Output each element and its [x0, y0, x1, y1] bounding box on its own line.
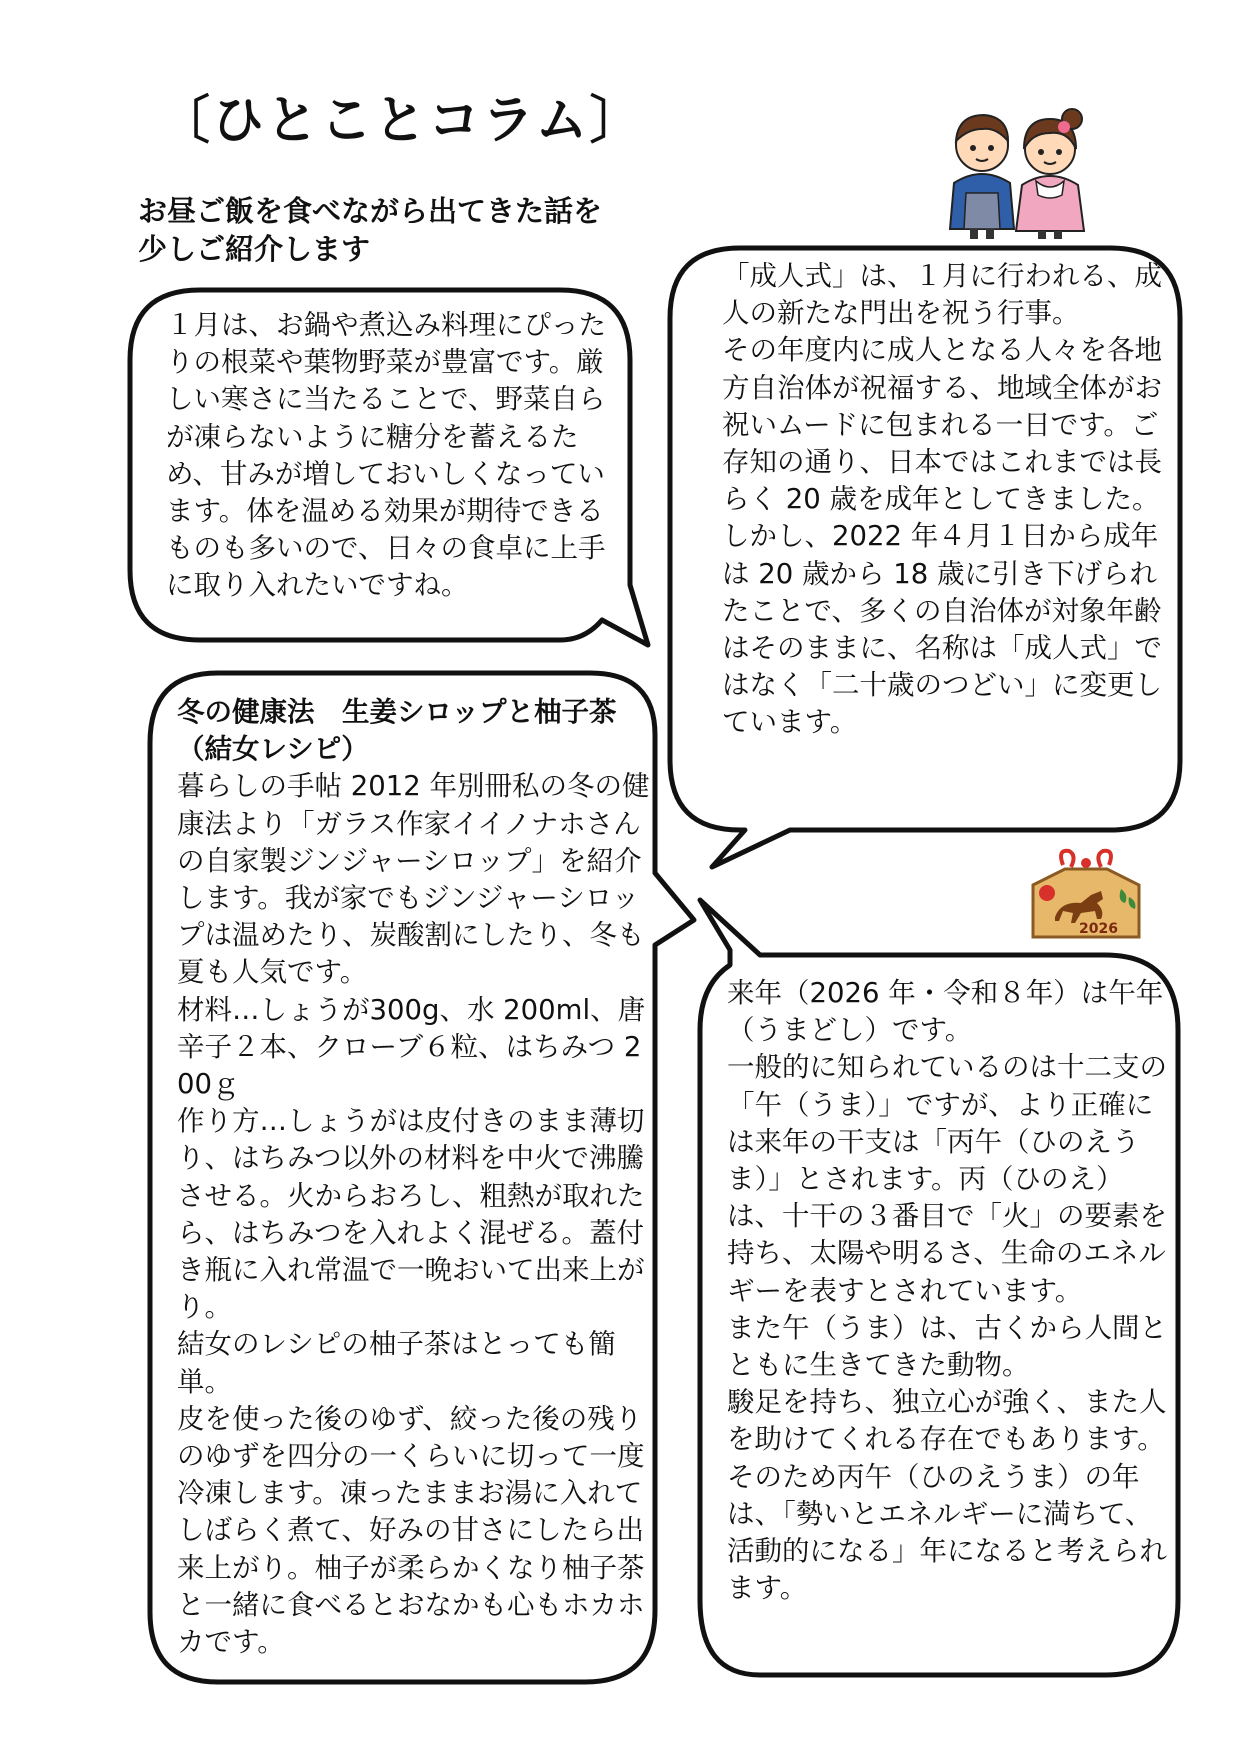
- boy-figure: [950, 115, 1014, 239]
- bubble-1-text: １月は、お鍋や煮込み料理にぴったりの根菜や葉物野菜が豊富です。厳しい寒さに当たることで、野菜自らが凍らないように糖分を蓄えるため、甘みが増しておいしくなっています。体を温める効果が期待できるものも多いので、日々の食卓に上手に取り入れたいですね。: [166, 309, 606, 602]
- children-illustration: [944, 103, 1089, 241]
- bubble-4-text: 来年（2026 年・令和８年）は午年（うまどし）です。 一般的に知られているのは十二支の「午（うま）」ですが、より正確には来年の干支は「丙午（ひのえうま）」とされます。丙（ひのえ）は、十干の３番目で「火」の要素を持ち、太陽や明るさ、生命のエネルギーを表すとされています。 また午（うま）は、古くから人間とともに生きてきた動物。 駿足を持ち、独立心が強く、また人を助けてくれる存在でもあります。そのため丙午（ひのえうま）の年は、「勢いとエネルギーに満ちて、活動的になる」年になると考えられます。: [727, 977, 1167, 1605]
- ema-horse-illustration: [1025, 845, 1147, 943]
- bubble-winter-health-recipe: [177, 694, 657, 1661]
- bubble-coming-of-age: [722, 258, 1162, 742]
- bubble-3-text: 暮らしの手帖 2012 年別冊私の冬の健康法より「ガラス作家イイノナホさんの自家製ジンジャーシロップ」を紹介します。我が家でもジンジャーシロップは温めたり、炭酸割にしたり、冬も夏も人気です。 材料…しょうが300g、水 200ml、唐辛子２本、クローブ６粒、はちみつ 200ｇ 作り方…しょうがは皮付きのまま薄切り、はちみつ以外の材料を中火で沸騰させる。火からおろし、粗熱が取れたら、はちみつを入れよく混ぜる。蓋付き瓶に入れ常温で一晩おいて出来上がり。 結女のレシピの柚子茶はとっても簡単。 皮を使った後のゆず、絞った後の残りのゆずを四分の一くらいに切って一度冷凍します。凍ったままお湯に入れてしばらく煮て、好みの甘さにしたら出来上がり。柚子が柔らかくなり柚子茶と一緒に食べるとおなかも心もホカホカです。: [177, 770, 650, 1659]
- plum-flower-icon: [1039, 885, 1055, 901]
- ema-year: 2026: [1079, 921, 1118, 937]
- girl-figure: [1016, 109, 1084, 239]
- bubble-2-text: 「成人式」は、１月に行われる、成人の新たな門出を祝う行事。 その年度内に成人となる人々を各地方自治体が祝福する、地域全体がお祝いムードに包まれる一日です。ご存知の通り、日本ではこれまでは長らく 20 歳を成年としてきました。しかし、2022 年４月１日から成年は 20 歳から 18 歳に引き下げられたことで、多くの自治体が対象年齢はそのままに、名称は「成人式」ではなく「二十歳のつどい」に変更しています。: [722, 260, 1162, 739]
- recipe-heading: 冬の健康法 生姜シロップと柚子茶 （結女レシピ）: [177, 696, 617, 766]
- bubble-winter-vegetables: [166, 307, 626, 605]
- subtitle-text: お昼ご飯を食べながら出てきた話を 少しご紹介します: [138, 194, 603, 266]
- column-title: 〔ひとことコラム〕: [158, 91, 644, 151]
- bubble-year-of-horse: [727, 975, 1167, 1607]
